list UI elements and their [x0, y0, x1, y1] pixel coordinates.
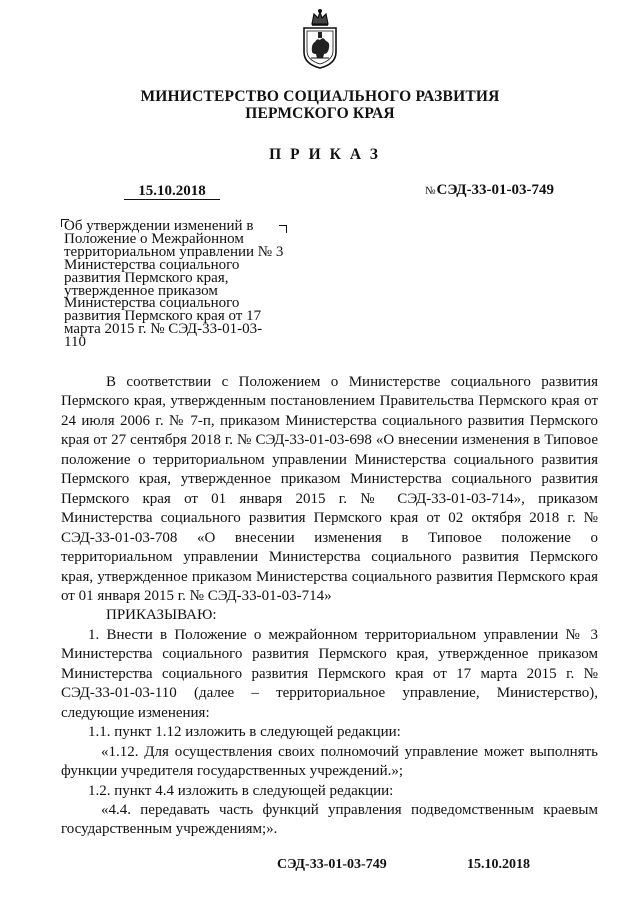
footer-document-date: 15.10.2018 [467, 857, 530, 872]
document-date: 15.10.2018 [124, 183, 220, 200]
order-keyword: ПРИКАЗЫВАЮ: [106, 607, 217, 624]
document-body [61, 373, 598, 840]
document-number-value: СЭД-33-01-03-749 [436, 182, 555, 198]
coat-of-arms-icon [301, 8, 339, 70]
item-1-1-paragraph: 1.1. пункт 1.12 изложить в следующей редакции: [88, 724, 401, 741]
preamble-paragraph: В соответствии с Положением о Министерстве социального развития Пермского края, утвержденным постановлением Правительства Пермского края от 24 июля 2006 г. № 7-п, приказом Министерства социального развития Пермского края от 27 сентября 2018 г. № СЭД-33-01-03-698 «О внесении изменения в Типовое положение о территориальном управлении Министерства социального развития Пермского края, утвержденное приказом Министерства социального развития Пермского края от 01 января 2015 г. № СЭД-33-01-03-714», приказом Министерства социального развития Пермского края от 02 октября 2018 г. № СЭД-33-01-03-708 «О внесении изменения в Типовое положение о территориальном управлении Министерства социального развития Пермского края, утвержденное приказом Министерства социального развития Пермского края от 01 января 2015 г. № СЭД-33-01-03-714» [61, 374, 598, 604]
clause-1-12-text: «1.12. Для осуществления своих полномочий управление может выполнять функции учредителя государственных учреждений.»; [61, 743, 598, 780]
footer-document-number: СЭД-33-01-03-749 [277, 857, 387, 872]
number-sign: № [425, 185, 436, 197]
ministry-name-line2: ПЕРМСКОГО КРАЯ [245, 105, 395, 122]
item-1-2-paragraph: 1.2. пункт 4.4 изложить в следующей редакции: [88, 782, 394, 799]
document-number [425, 182, 554, 199]
document-type: ПРИКАЗ [269, 146, 387, 163]
document-subject: Об утверждении изменений в Положение о Межрайонном территориальном управлении № 3 Министерства социального развития Пермского края, утвержденное приказом Министерства социального развития Пермского края от 17 марта 2015 г. № СЭД-33-01-03- 110 [64, 218, 284, 351]
clause-4-4-text: «4.4. передавать часть функций управления подведомственным краевым государственным учреждениям;». [61, 801, 598, 838]
ministry-name-line1: МИНИСТЕРСТВО СОЦИАЛЬНОГО РАЗВИТИЯ [140, 88, 500, 105]
ministry-name [0, 88, 640, 122]
item-1-paragraph: 1. Внести в Положение о межрайонном территориальном управлении № 3 Министерства социального развития Пермского края, утвержденное приказом Министерства социального развития Пермского края от 17 марта 2015 г. № СЭД-33-01-03-110 (далее – территориальное управление, Министерство), следующие изменения: [61, 626, 598, 721]
